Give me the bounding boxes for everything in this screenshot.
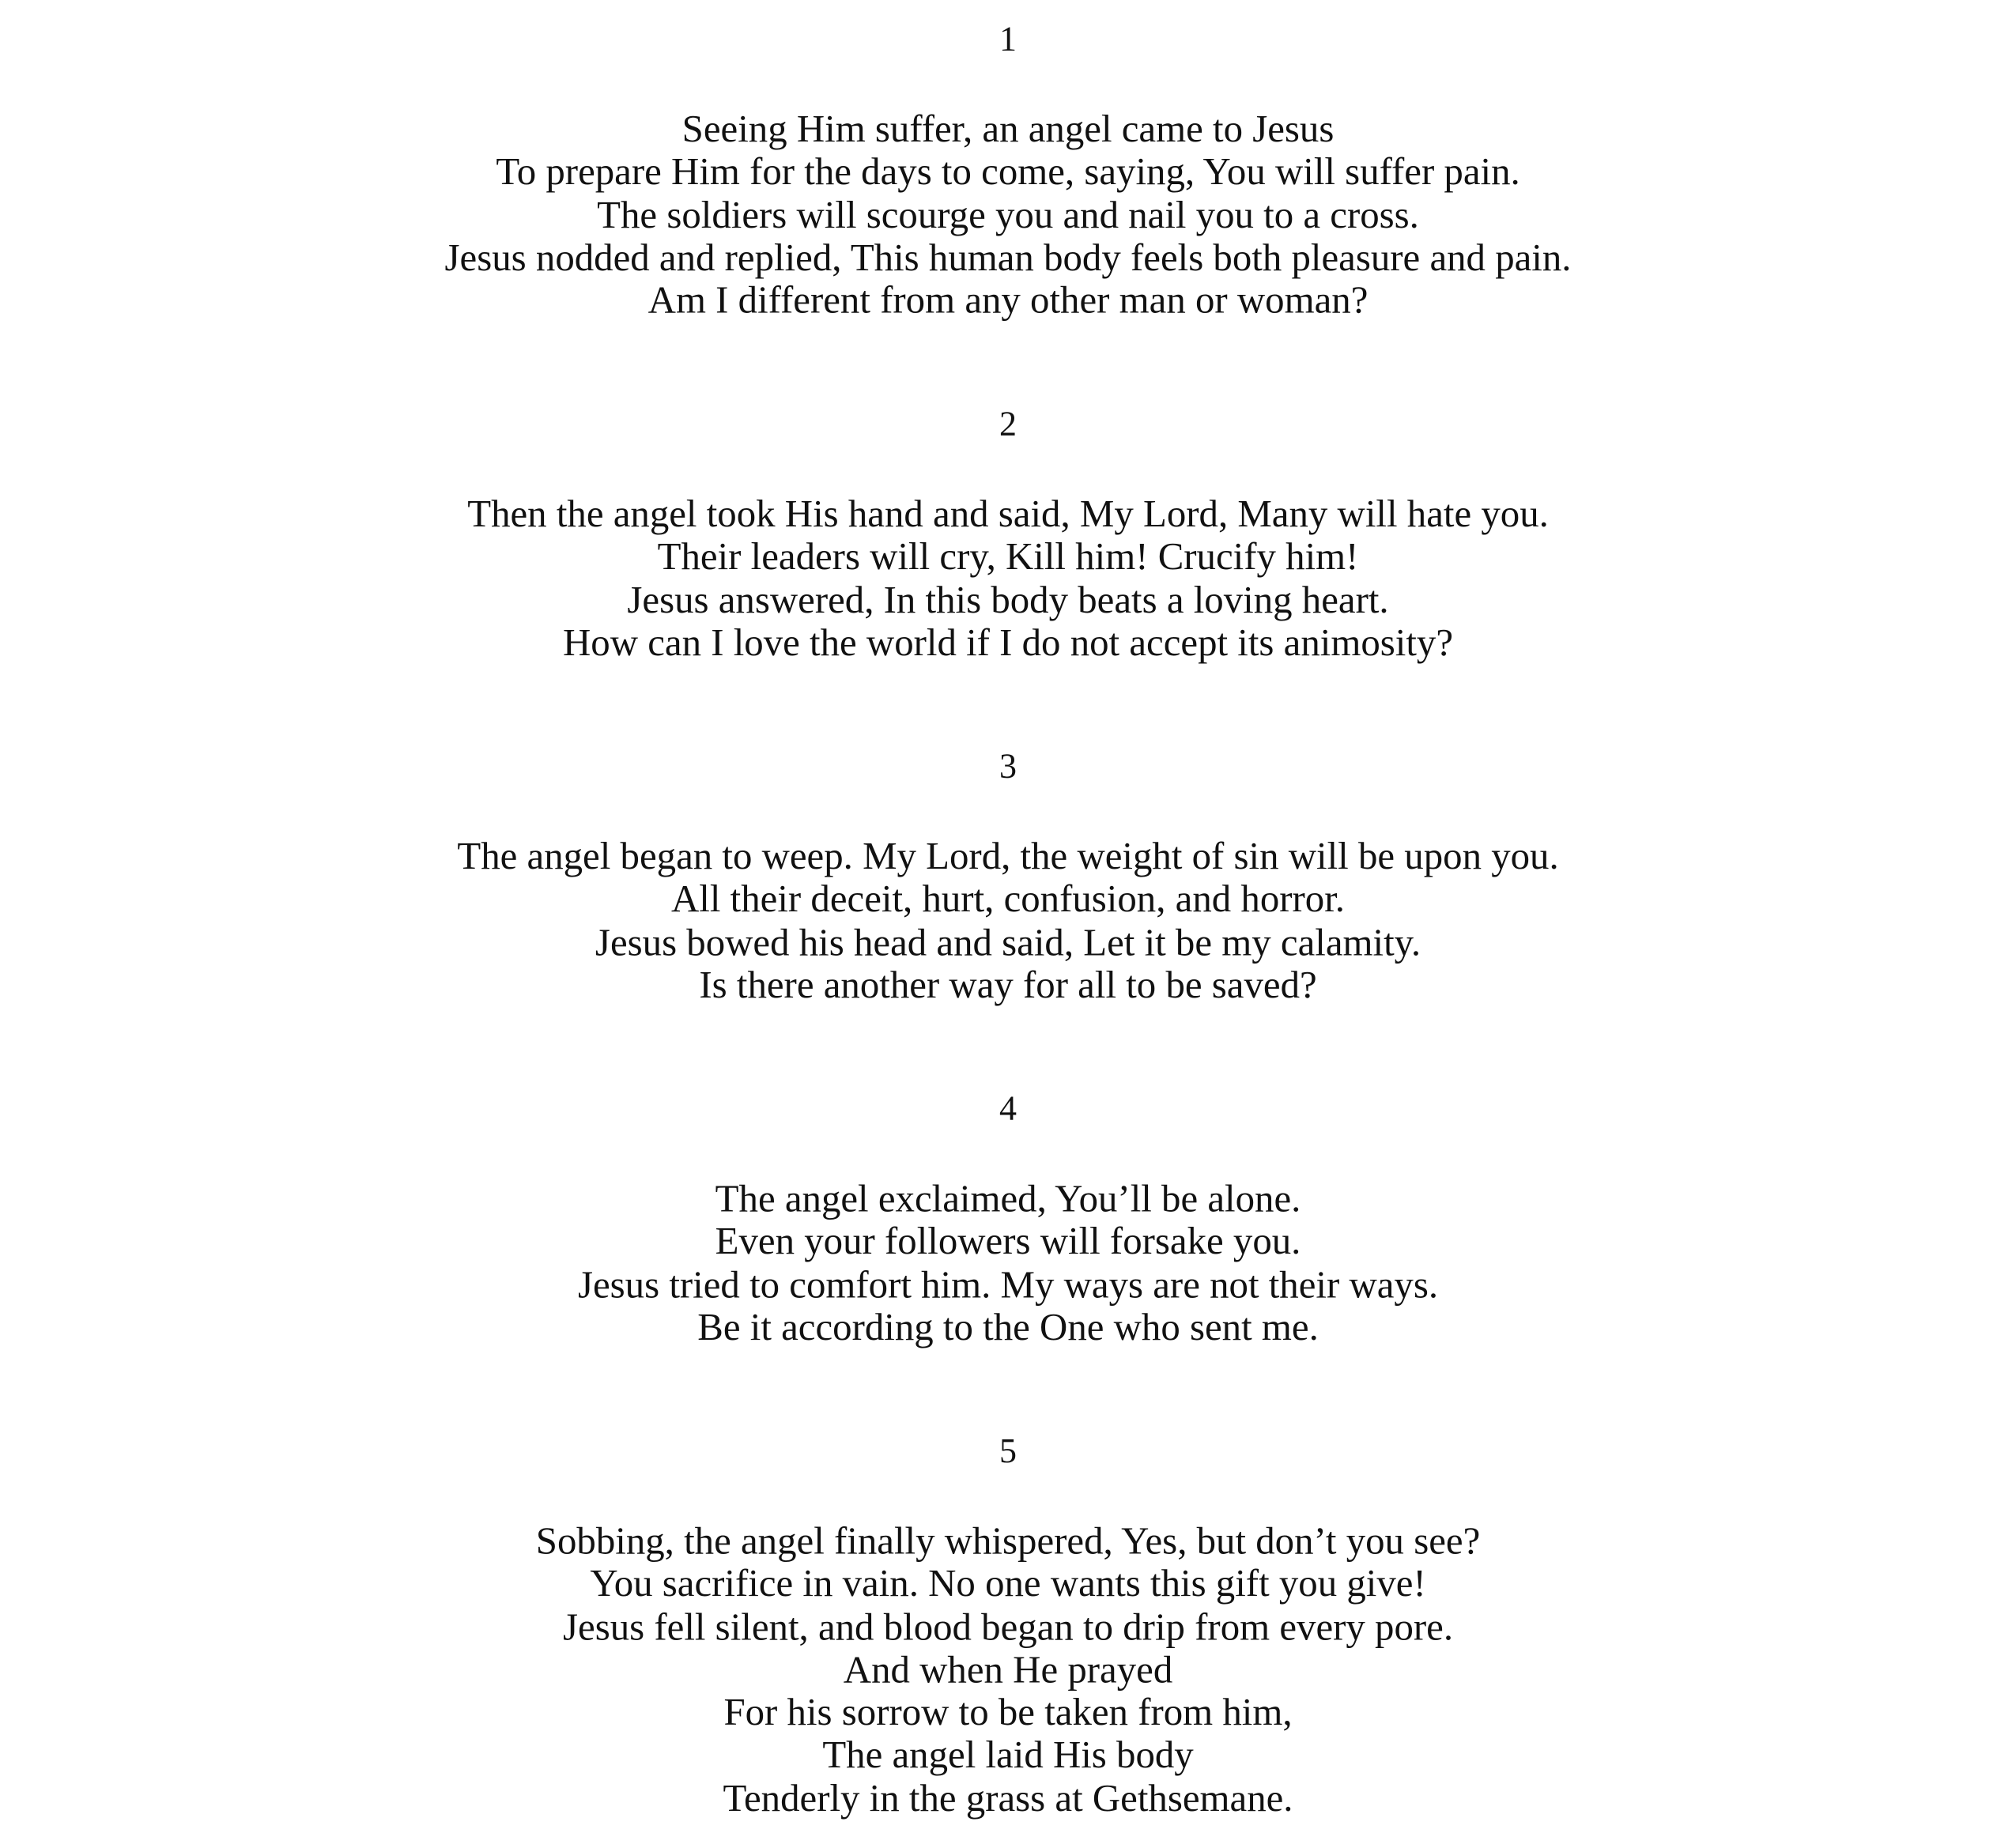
poem-line: How can I love the world if I do not accept its animosity? [563, 621, 1454, 665]
stanza-3 [0, 746, 2016, 1007]
poem-line: The soldiers will scourge you and nail you to a cross. [597, 194, 1419, 236]
poem-line: Seeing Him suffer, an angel came to Jesus [681, 107, 1335, 151]
poem-line: Is there another way for all to be saved? [699, 964, 1317, 1007]
poem-line: Jesus nodded and replied, This human body feels both pleasure and pain. [444, 236, 1572, 280]
stanza-number: 1 [999, 19, 1017, 58]
stanza-1 [0, 19, 2016, 322]
poem-line: Then the angel took His hand and said, My Lord, Many will hate you. [467, 492, 1549, 536]
poem-line: Sobbing, the angel finally whispered, Yes, but don’t you see? [535, 1520, 1481, 1563]
stanza-lines [0, 108, 2016, 322]
poem-line: Jesus bowed his head and said, Let it be my calamity. [595, 921, 1421, 964]
stanza-4 [0, 1088, 2016, 1349]
stanza-number: 3 [999, 746, 1017, 786]
poem-line: The angel began to weep. My Lord, the weight of sin will be upon you. [457, 835, 1559, 878]
stanza-5 [0, 1431, 2016, 1820]
poem-line: Their leaders will cry, Kill him! Crucify him! [657, 535, 1359, 579]
poem-line: Am I different from any other man or woman? [647, 279, 1369, 322]
poem-line: Be it according to the One who sent me. [697, 1306, 1319, 1349]
poem-line: To prepare Him for the days to come, saying, You will suffer pain. [496, 151, 1520, 194]
poem-line: You sacrifice in vain. No one wants this gift you give! [590, 1563, 1426, 1606]
stanza-number: 2 [999, 404, 1017, 443]
poem-line: The angel laid His body [822, 1734, 1194, 1777]
stanza-lines [0, 1178, 2016, 1349]
poem-line: Even your followers will forsake you. [715, 1220, 1301, 1263]
poem-line: Tenderly in the grass at Gethsemane. [723, 1777, 1293, 1820]
poem-line: The angel exclaimed, You’ll be alone. [715, 1177, 1301, 1220]
poem-line: Jesus answered, In this body beats a loving heart. [627, 579, 1389, 621]
poem-line: All their deceit, hurt, confusion, and horror. [671, 878, 1346, 921]
stanza-number: 5 [999, 1431, 1017, 1470]
poem-line: For his sorrow to be taken from him, [723, 1692, 1293, 1734]
stanza-2 [0, 404, 2016, 665]
poem-line: And when He prayed [843, 1648, 1173, 1692]
stanza-lines [0, 1520, 2016, 1820]
poem-line: Jesus tried to comfort him. My ways are not their ways. [577, 1263, 1439, 1307]
stanza-number: 4 [999, 1088, 1017, 1128]
poem-line: Jesus fell silent, and blood began to drip from every pore. [563, 1605, 1454, 1649]
stanza-lines [0, 835, 2016, 1007]
stanza-lines [0, 493, 2016, 665]
